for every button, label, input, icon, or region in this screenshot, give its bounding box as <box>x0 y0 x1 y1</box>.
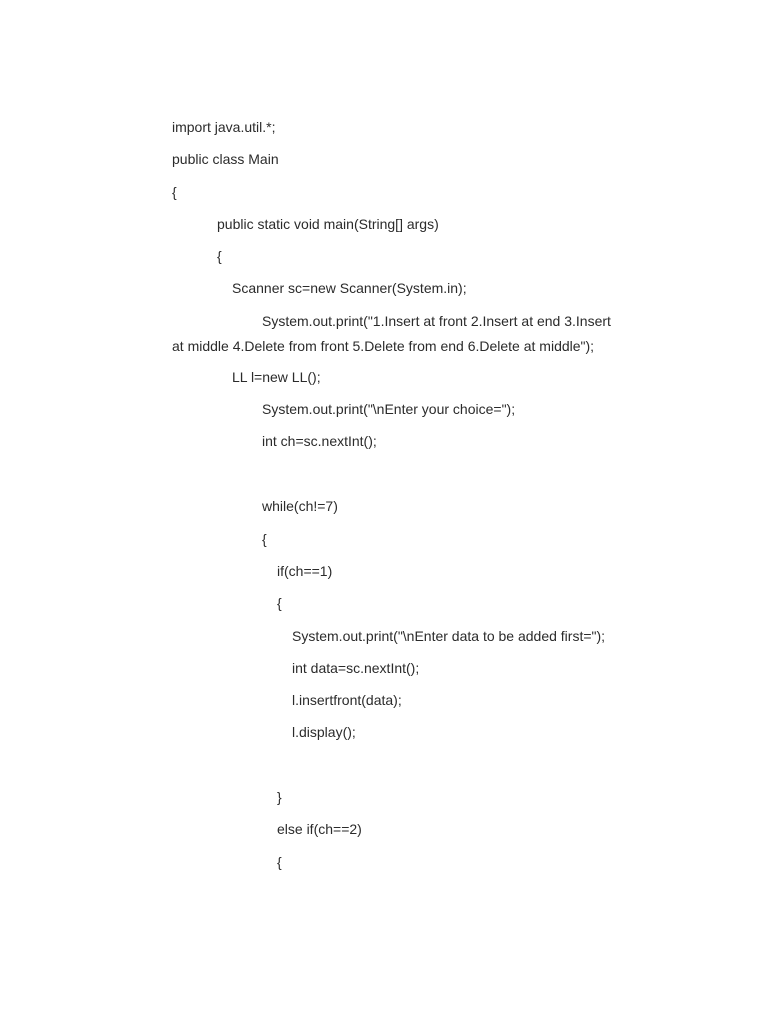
code-line-read-data: int data=sc.nextInt(); <box>292 660 420 676</box>
code-line-class-open-brace: { <box>172 184 177 200</box>
code-line-import: import java.util.*; <box>172 119 276 135</box>
code-line-menu-print-part1: System.out.print("1.Insert at front 2.Insert at end 3.Insert <box>262 313 611 329</box>
code-line-else-if-choice-2: else if(ch==2) <box>277 821 362 837</box>
code-line-if-open-brace: { <box>277 595 282 611</box>
code-line-data-prompt: System.out.print("\nEnter data to be added first="); <box>292 628 606 644</box>
code-line-main-method: public static void main(String[] args) <box>217 216 439 232</box>
code-line-insert-front: l.insertfront(data); <box>292 692 402 708</box>
code-line-choice-prompt: System.out.print("\nEnter your choice="); <box>262 401 516 417</box>
code-line-if-choice-1: if(ch==1) <box>277 563 333 579</box>
code-line-class-declaration: public class Main <box>172 151 279 167</box>
code-line-while-open-brace: { <box>262 531 267 547</box>
code-line-display: l.display(); <box>292 724 356 740</box>
code-line-if-close-brace: } <box>277 789 282 805</box>
code-line-menu-print-part2: at middle 4.Delete from front 5.Delete from end 6.Delete at middle"); <box>172 338 595 354</box>
code-line-new-list: LL l=new LL(); <box>232 369 321 385</box>
code-line-while-loop: while(ch!=7) <box>262 498 338 514</box>
code-line-main-open-brace: { <box>217 248 222 264</box>
code-line-scanner: Scanner sc=new Scanner(System.in); <box>232 280 467 296</box>
code-line-else-if-open-brace: { <box>277 854 282 870</box>
code-line-read-choice: int ch=sc.nextInt(); <box>262 433 377 449</box>
